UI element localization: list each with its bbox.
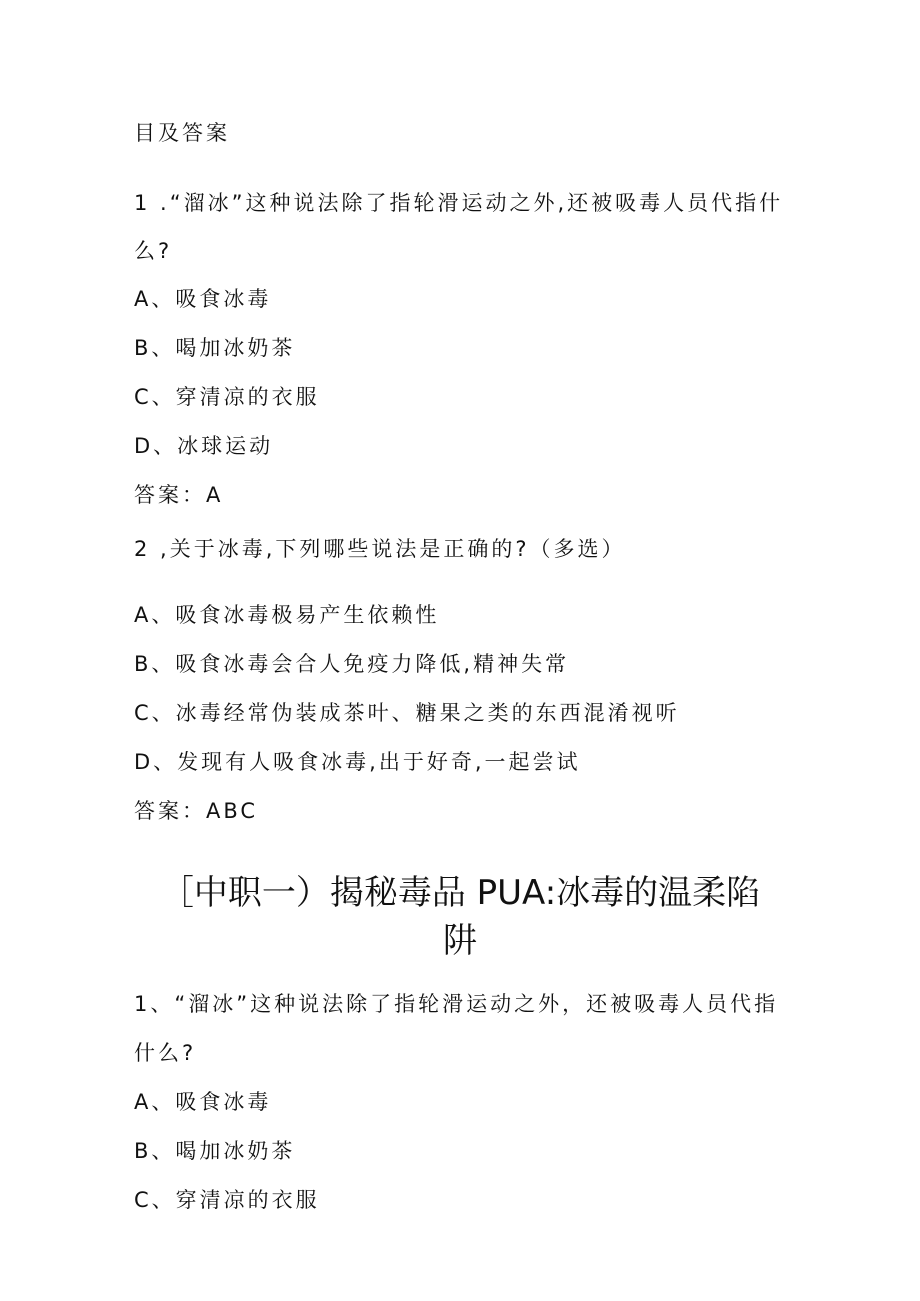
section-heading-line-2: 阱 [443, 921, 477, 961]
question-1-stem-line-1: 1 .“溜冰”这种说法除了指轮滑运动之外,还被吸毒人员代指什 [134, 191, 784, 215]
question-1-option-c: C、穿清凉的衣服 [134, 385, 320, 409]
main-question-1-option-a: A、吸食冰毒 [134, 1090, 272, 1114]
section-heading-line-1: ［中职一）揭秘毒品 PUA:冰毒的温柔陷 [159, 873, 761, 913]
question-2-answer: 答案：ABC [134, 799, 259, 823]
question-1-stem-line-2: 么? [134, 239, 173, 263]
question-2-option-b: B、吸食冰毒会合人免疫力降低,精神失常 [134, 652, 570, 676]
question-1-answer: 答案：A [134, 483, 224, 507]
main-question-1-option-c: C、穿清凉的衣服 [134, 1188, 320, 1212]
question-2-option-c: C、冰毒经常伪装成茶叶、糖果之类的东西混淆视听 [134, 701, 680, 725]
question-1-option-b: B、喝加冰奶茶 [134, 336, 296, 360]
question-2-option-d: D、发现有人吸食冰毒,出于好奇,一起尝试 [134, 750, 581, 774]
question-2-stem: 2 ,关于冰毒,下列哪些说法是正确的?（多选） [134, 537, 626, 561]
section-title: 目及答案 [134, 121, 230, 145]
main-question-1-stem-line-1: 1、“溜冰”这种说法除了指轮滑运动之外，还被吸毒人员代指 [134, 992, 779, 1016]
main-question-1-stem-line-2: 什么? [134, 1041, 197, 1065]
question-1-option-a: A、吸食冰毒 [134, 287, 272, 311]
question-2-option-a: A、吸食冰毒极易产生依赖性 [134, 603, 440, 627]
question-1-option-d: D、冰球运动 [134, 434, 274, 458]
main-question-1-option-b: B、喝加冰奶茶 [134, 1139, 296, 1163]
